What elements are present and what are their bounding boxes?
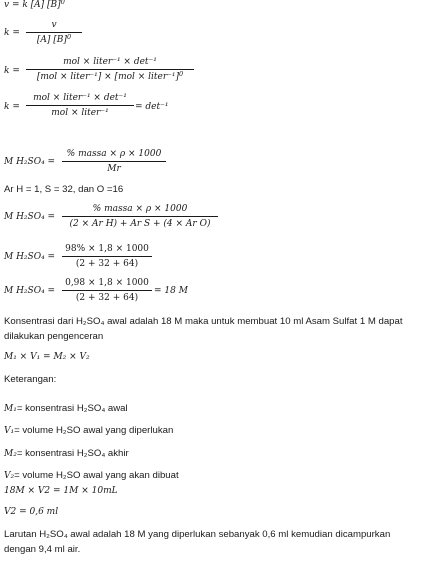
keterangan-heading: Keterangan: xyxy=(4,374,57,385)
molarity-numerator-4: 0,98 × 1,8 × 1000 xyxy=(65,278,149,288)
legend-m2-symbol: M₂ xyxy=(4,449,17,459)
molarity-lhs-3: M H₂SO₄ = xyxy=(4,252,56,262)
fraction-bar xyxy=(26,69,194,70)
k-numerator: v xyxy=(51,20,57,30)
molarity-denominator-1: Mr xyxy=(107,164,121,174)
molarity-result-4: = 18 M xyxy=(154,286,188,296)
units-lhs-1: k = xyxy=(4,66,20,76)
legend-v1-text: = volume H₂SO awal yang diperlukan xyxy=(14,425,174,436)
k-lhs: k = xyxy=(4,28,20,38)
units-fraction-2 xyxy=(26,92,134,119)
molarity-fraction-4 xyxy=(62,277,152,304)
conclusion-line-1: Larutan H₂SO₄ awal adalah 18 M yang diperlukan sebanyak 0,6 ml kemudian dicampurkan xyxy=(4,529,391,540)
molarity-fraction-2 xyxy=(62,203,218,230)
legend-m2 xyxy=(4,441,129,460)
dilution-paragraph-line-2: dilakukan pengenceran xyxy=(4,331,104,342)
molarity-denominator-4: (2 + 32 + 64) xyxy=(75,293,139,303)
dilution-answer: V2 = 0,6 ml xyxy=(4,507,59,517)
legend-m1-symbol: M₁ xyxy=(4,404,17,414)
units-denominator-1: [mol × liter⁻¹] × [mol × liter⁻¹]$^0$ xyxy=(36,70,184,82)
molarity-numerator-2: % massa × ρ × 1000 xyxy=(92,204,188,214)
units-lhs-2: k = xyxy=(4,102,20,112)
legend-v2 xyxy=(4,463,179,482)
rate-law-equation xyxy=(4,0,65,10)
molarity-numerator-3: 98% × 1,8 × 1000 xyxy=(65,244,149,254)
molarity-lhs-1: M H₂SO₄ = xyxy=(4,157,56,167)
rate-law-exponent: 0 xyxy=(60,0,65,6)
units-numerator-2: mol × liter⁻¹ × det⁻¹ xyxy=(33,93,127,103)
fraction-bar xyxy=(62,161,166,162)
legend-v1-symbol: V₁ xyxy=(4,426,15,436)
fraction-bar xyxy=(62,216,218,217)
legend-m1-text: = konsentrasi H₂SO₄ awal xyxy=(16,403,128,414)
fraction-bar xyxy=(26,32,82,33)
molarity-numerator-1: % massa × ρ × 1000 xyxy=(66,149,162,159)
k-fraction xyxy=(26,19,82,46)
molarity-lhs-4: M H₂SO₄ = xyxy=(4,286,56,296)
units-denominator-2: mol × liter⁻¹ xyxy=(51,108,109,118)
dilution-calculation: 18M × V2 = 1M × 10mL xyxy=(4,486,118,496)
units-fraction-1 xyxy=(26,56,194,83)
ar-values: Ar H = 1, S = 32, dan O =16 xyxy=(4,184,124,195)
k-denominator: [A] $[B]^0$ xyxy=(36,33,72,45)
legend-m2-text: = konsentrasi H₂SO₄ akhir xyxy=(16,448,129,459)
conclusion-line-2: dengan 9,4 ml air. xyxy=(4,544,81,555)
legend-m1 xyxy=(4,396,128,415)
legend-v1 xyxy=(4,418,173,437)
molarity-denominator-3: (2 + 32 + 64) xyxy=(75,259,139,269)
legend-v2-symbol: V₂ xyxy=(4,471,15,481)
dilution-paragraph-line-1: Konsentrasi dari H₂SO₄ awal adalah 18 M maka untuk membuat 10 ml Asam Sulfat 1 M dapat xyxy=(4,316,403,327)
dilution-formula: M₁ × V₁ = M₂ × V₂ xyxy=(4,352,90,362)
molarity-fraction-3 xyxy=(62,243,152,270)
fraction-bar xyxy=(26,105,134,106)
fraction-bar xyxy=(62,290,152,291)
legend-v2-text: = volume H₂SO awal yang akan dibuat xyxy=(14,470,179,481)
molarity-fraction-1 xyxy=(62,148,166,175)
molarity-lhs-2: M H₂SO₄ = xyxy=(4,212,56,222)
molarity-denominator-2: (2 × Ar H) + Ar S + (4 × Ar O) xyxy=(69,219,211,229)
units-result-2: = det⁻¹ xyxy=(135,102,169,112)
fraction-bar xyxy=(62,256,152,257)
units-numerator-1: mol × liter⁻¹ × det⁻¹ xyxy=(63,57,157,67)
rate-law-text: v = k [A] [B] xyxy=(4,0,61,10)
